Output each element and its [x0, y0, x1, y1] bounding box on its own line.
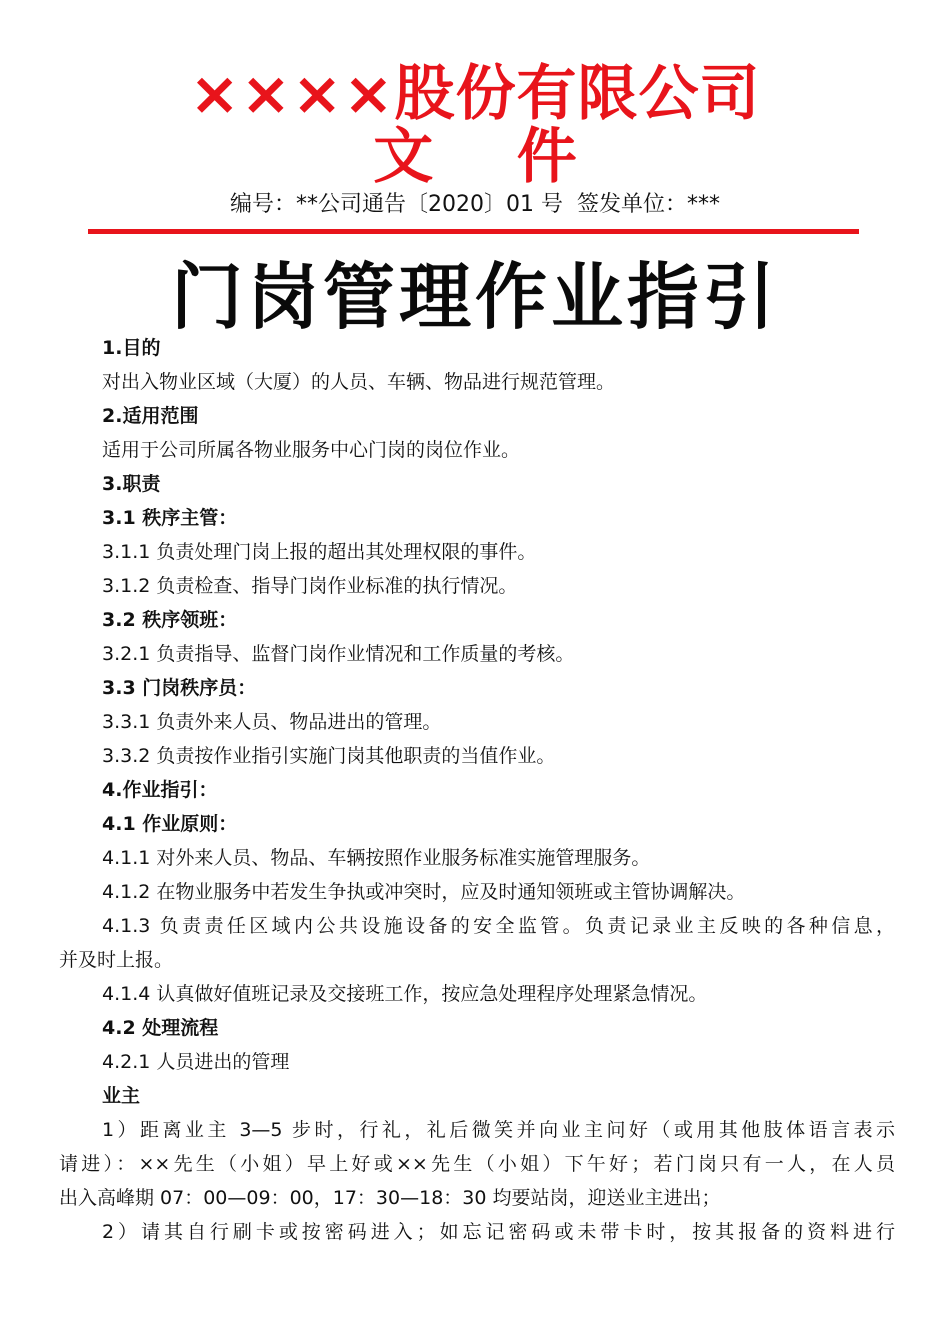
subsection-heading: 3.1 秩序主管： — [102, 507, 238, 529]
section-heading: 3.职责 — [102, 473, 161, 495]
paragraph-line: 4.1.4 认真做好值班记录及交接班工作，按应急处理程序处理紧急情况。 — [102, 983, 708, 1005]
paragraph-line: 适用于公司所属各物业服务中心门岗的岗位作业。 — [102, 439, 521, 461]
paragraph-line: 对出入物业区域（大厦）的人员、车辆、物品进行规范管理。 — [102, 371, 616, 393]
paragraph-line: 4.1.2 在物业服务中若发生争执或冲突时，应及时通知领班或主管协调解决。 — [102, 881, 746, 903]
paragraph-line: 请进）：××先生（小姐）早上好或××先生（小姐）下午好；若门岗只有一人，在人员 — [59, 1153, 895, 1175]
paragraph-line: 3.2.1 负责指导、监督门岗作业情况和工作质量的考核。 — [102, 643, 575, 665]
red-divider — [88, 229, 859, 234]
paragraph-line: 4.2.1 人员进出的管理 — [102, 1051, 290, 1073]
paragraph-line: 3.3.1 负责外来人员、物品进出的管理。 — [102, 711, 442, 733]
subsection-heading: 4.1 作业原则： — [102, 813, 238, 835]
paragraph-line: 并及时上报。 — [59, 949, 174, 971]
document-number: 编号：**公司通告〔2020〕01 号 签发单位：*** — [230, 192, 720, 217]
company-name: ××××股份有限公司 — [189, 59, 761, 129]
document-body — [59, 331, 895, 1249]
subsection-heading: 4.2 处理流程 — [102, 1017, 219, 1039]
paragraph-line: 出入高峰期 07：00—09：00，17：30—18：30 均要站岗，迎送业主进出； — [59, 1187, 721, 1209]
paragraph-line: 4.1.3 负责责任区域内公共设施设备的安全监管。负责记录业主反映的各种信息， — [102, 915, 895, 937]
subsection-heading: 业主 — [102, 1085, 141, 1107]
paragraph-line: 3.1.2 负责检查、指导门岗作业标准的执行情况。 — [102, 575, 518, 597]
subsection-heading: 3.2 秩序领班： — [102, 609, 238, 631]
document-label: 文 件 — [373, 122, 577, 192]
section-heading: 2.适用范围 — [102, 405, 199, 427]
paragraph-line: 4.1.1 对外来人员、物品、车辆按照作业服务标准实施管理服务。 — [102, 847, 651, 869]
paragraph-line: 3.3.2 负责按作业指引实施门岗其他职责的当值作业。 — [102, 745, 556, 767]
subsection-heading: 3.3 门岗秩序员： — [102, 677, 257, 699]
document-title: 门岗管理作业指引 — [170, 255, 779, 339]
paragraph-line: 3.1.1 负责处理门岗上报的超出其处理权限的事件。 — [102, 541, 537, 563]
paragraph-line: 1）距离业主 3—5 步时，行礼，礼后微笑并向业主问好（或用其他肢体语言表示 — [102, 1119, 895, 1141]
section-heading: 4.作业指引： — [102, 779, 218, 801]
paragraph-line: 2）请其自行刷卡或按密码进入；如忘记密码或未带卡时，按其报备的资料进行 — [102, 1221, 895, 1243]
section-heading: 1.目的 — [102, 337, 161, 359]
